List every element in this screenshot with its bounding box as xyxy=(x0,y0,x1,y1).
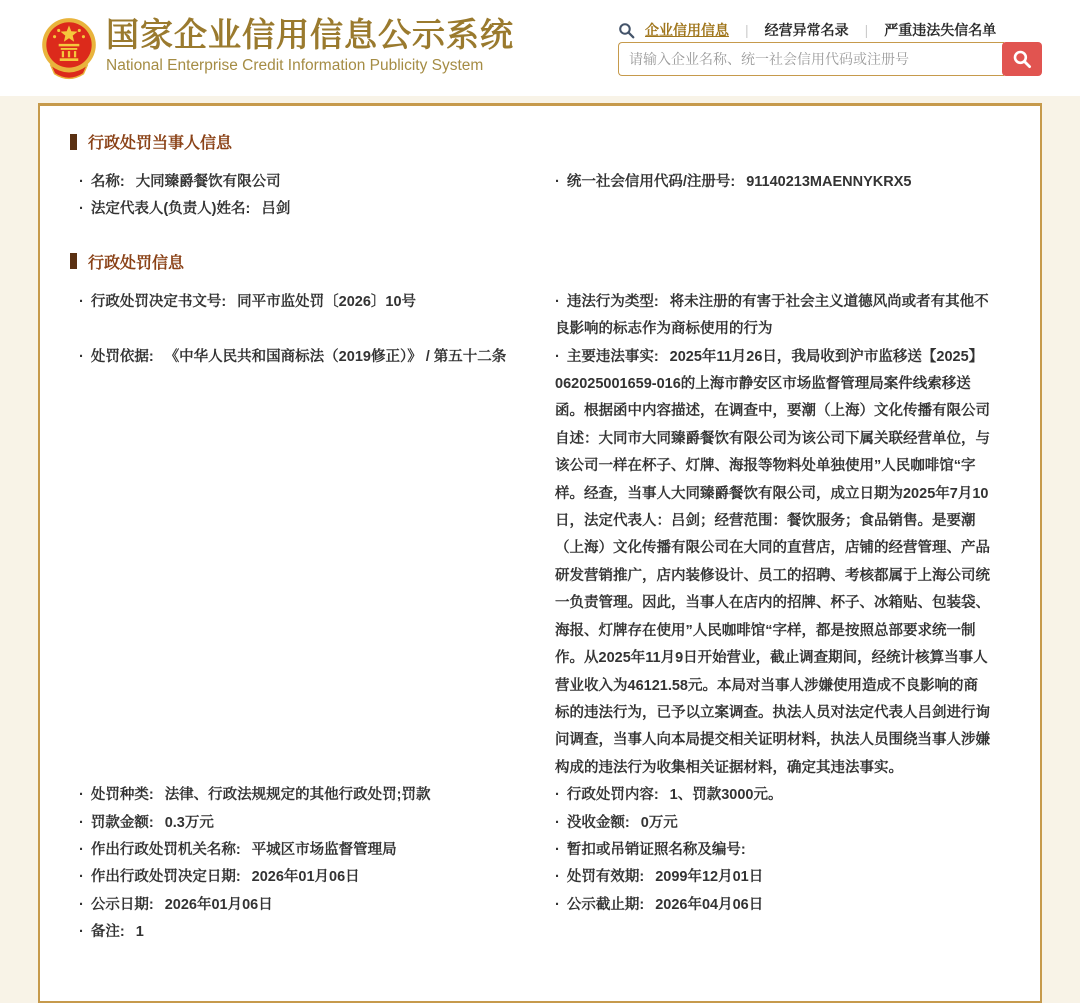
field-label: 备注: xyxy=(90,924,125,941)
tab-serious-violation-list[interactable]: 严重违法失信名单 xyxy=(884,22,997,38)
field-label: 没收金额: xyxy=(566,814,630,831)
field-cell-right xyxy=(546,892,1010,919)
field-row xyxy=(70,782,1010,809)
tab-enterprise-credit-info[interactable]: 企业信用信息 xyxy=(645,22,729,38)
bullet-icon: · xyxy=(79,348,84,365)
bullet-icon: · xyxy=(555,814,560,831)
field-value: 2026年01月06日 xyxy=(164,896,273,913)
section-title: 行政处罚信息 xyxy=(88,254,185,272)
bullet-icon: · xyxy=(79,293,84,310)
section-penalty-party-info xyxy=(70,130,1010,224)
field-value: 91140213MAENNYKRX5 xyxy=(746,174,912,190)
field-label: 公示截止期: xyxy=(566,896,645,913)
field-value: 1、罚款3000元。 xyxy=(669,787,783,804)
field-value: 将未注册的有害于社会主义道德风尚或者有其他不良影响的标志作为商标使用的行为 xyxy=(555,293,989,338)
field-value: 2099年12月01日 xyxy=(655,869,764,886)
tab-separator: | xyxy=(864,22,869,38)
field-label: 行政处罚决定书文号: xyxy=(90,293,227,310)
search-input[interactable] xyxy=(618,42,1004,76)
brand-block xyxy=(106,16,514,75)
bullet-icon: · xyxy=(555,787,560,804)
field-value: 大同臻爵餐饮有限公司 xyxy=(135,174,281,190)
field-cell-left xyxy=(70,892,546,919)
bullet-icon: · xyxy=(555,293,560,310)
tab-abnormal-operations-list[interactable]: 经营异常名录 xyxy=(764,22,849,38)
field-row xyxy=(70,864,1010,891)
field-cell-left xyxy=(70,196,546,223)
field-value: 2026年01月06日 xyxy=(251,869,360,886)
field-row xyxy=(70,169,1010,196)
field-cell-right xyxy=(546,837,1010,864)
field-cell-right xyxy=(546,810,1010,837)
field-cell-left xyxy=(70,782,546,809)
field-label: 统一社会信用代码/注册号: xyxy=(566,174,736,190)
site-header xyxy=(0,0,1080,96)
search-bar xyxy=(618,42,1042,76)
section-title: 行政处罚当事人信息 xyxy=(88,135,233,152)
field-row xyxy=(70,919,1010,946)
field-rows xyxy=(70,289,1010,947)
penalty-detail-card xyxy=(38,103,1042,1003)
tab-separator: | xyxy=(745,22,749,38)
field-label: 处罚依据: xyxy=(90,348,154,365)
field-label: 主要违法事实: xyxy=(566,348,659,365)
field-rows xyxy=(70,169,1010,224)
bullet-icon: · xyxy=(79,201,84,218)
field-label: 行政处罚内容: xyxy=(566,787,659,804)
search-icon xyxy=(1012,49,1032,69)
field-label: 公示日期: xyxy=(90,896,154,913)
field-cell-left xyxy=(70,837,546,864)
field-cell-left xyxy=(70,289,546,316)
field-label: 处罚有效期: xyxy=(566,869,645,886)
field-value: 法律、行政法规规定的其他行政处罚;罚款 xyxy=(164,787,431,804)
field-cell-right xyxy=(546,169,1010,196)
field-label: 作出行政处罚决定日期: xyxy=(90,869,241,886)
site-subtitle: National Enterprise Credit Information Publicity System xyxy=(106,57,484,74)
bullet-icon: · xyxy=(555,896,560,913)
field-cell-left xyxy=(70,169,546,196)
bullet-icon: · xyxy=(555,841,560,858)
field-value: 平城区市场监督管理局 xyxy=(251,841,397,858)
section-heading xyxy=(70,130,1010,153)
field-cell-right xyxy=(546,782,1010,809)
field-cell-left xyxy=(70,864,546,891)
site-title: 国家企业信用信息公示系统 xyxy=(106,16,514,53)
field-cell-right xyxy=(546,344,1010,783)
section-bar-icon xyxy=(70,134,77,150)
field-cell-left xyxy=(70,344,546,371)
field-row xyxy=(70,344,1010,783)
bullet-icon: · xyxy=(79,174,84,190)
field-value: 1 xyxy=(135,924,144,941)
section-bar-icon xyxy=(70,253,77,269)
field-value: 《中华人民共和国商标法（2019修正）》 / 第五十二条 xyxy=(164,348,507,365)
bullet-icon: · xyxy=(79,924,84,941)
field-label: 作出行政处罚机关名称: xyxy=(90,841,241,858)
field-row xyxy=(70,289,1010,344)
field-cell-right xyxy=(546,289,1010,344)
search-type-tabs xyxy=(618,20,998,40)
search-button[interactable] xyxy=(1002,42,1042,76)
field-value: 同平市监处罚〔2026〕10号 xyxy=(237,293,417,310)
section-heading xyxy=(70,250,1010,273)
field-value: 0.3万元 xyxy=(164,814,214,831)
bullet-icon: · xyxy=(79,841,84,858)
field-row xyxy=(70,892,1010,919)
field-label: 法定代表人(负责人)姓名: xyxy=(90,201,251,218)
field-label: 处罚种类: xyxy=(90,787,154,804)
bullet-icon: · xyxy=(79,869,84,886)
field-value: 0万元 xyxy=(640,814,678,831)
section-penalty-info xyxy=(70,250,1010,947)
bullet-icon: · xyxy=(555,869,560,886)
field-value: 吕剑 xyxy=(261,201,291,218)
field-row xyxy=(70,196,1010,223)
bullet-icon: · xyxy=(555,174,560,190)
search-icon xyxy=(618,22,635,39)
field-row xyxy=(70,837,1010,864)
field-row xyxy=(70,810,1010,837)
field-cell-left xyxy=(70,810,546,837)
field-label: 暂扣或吊销证照名称及编号: xyxy=(566,841,746,858)
bullet-icon: · xyxy=(555,348,560,365)
field-value: 2026年04月06日 xyxy=(655,896,764,913)
national-emblem-icon xyxy=(36,14,102,82)
field-label: 违法行为类型: xyxy=(566,293,659,310)
field-cell-left xyxy=(70,919,546,946)
field-value: 2025年11月26日，我局收到沪市监移送【2025】062025001659-016的上海市静安区市场监督管理局案件线索移送函。根据函中内容描述，在调查中，要潮（上海）文化传播有限公司自述：大同市大同臻爵餐饮有限公司为该公司下属关联经营单位，与该公司一样在杯子、灯牌、海报等物料处单独使用”人民咖啡馆“字样。经查，当事人大同臻爵餐饮有限公司，成立日期为2025年7月10日，法定代表人：吕剑；经营范围：餐饮服务；食品销售。是要潮（上海）文化传播有限公司在大同的直营店，店铺的经营管理、产品研发营销推广，店内装修设计、员工的招聘、考核都属于上海公司统一负责管理。因此，当事人在店内的招牌、杯子、冰箱贴、包装袋、海报、灯牌存在使用”人民咖啡馆“字样，都是按照总部要求统一制作。从2025年11月9日开始营业，截止调查期间，经统计核算当事人营业收入为46121.58元。本局对当事人涉嫌使用造成不良影响的商标的违法行为，已予以立案调查。执法人员对法定代表人吕剑进行询问调查，当事人向本局提交相关证明材料，执法人员围绕当事人涉嫌构成的违法行为收集相关证据材料，确定其违法事实。 xyxy=(555,348,990,776)
field-label: 名称: xyxy=(90,174,125,190)
field-cell-right xyxy=(546,864,1010,891)
bullet-icon: · xyxy=(79,896,84,913)
bullet-icon: · xyxy=(79,814,84,831)
field-label: 罚款金额: xyxy=(90,814,154,831)
bullet-icon: · xyxy=(79,787,84,804)
